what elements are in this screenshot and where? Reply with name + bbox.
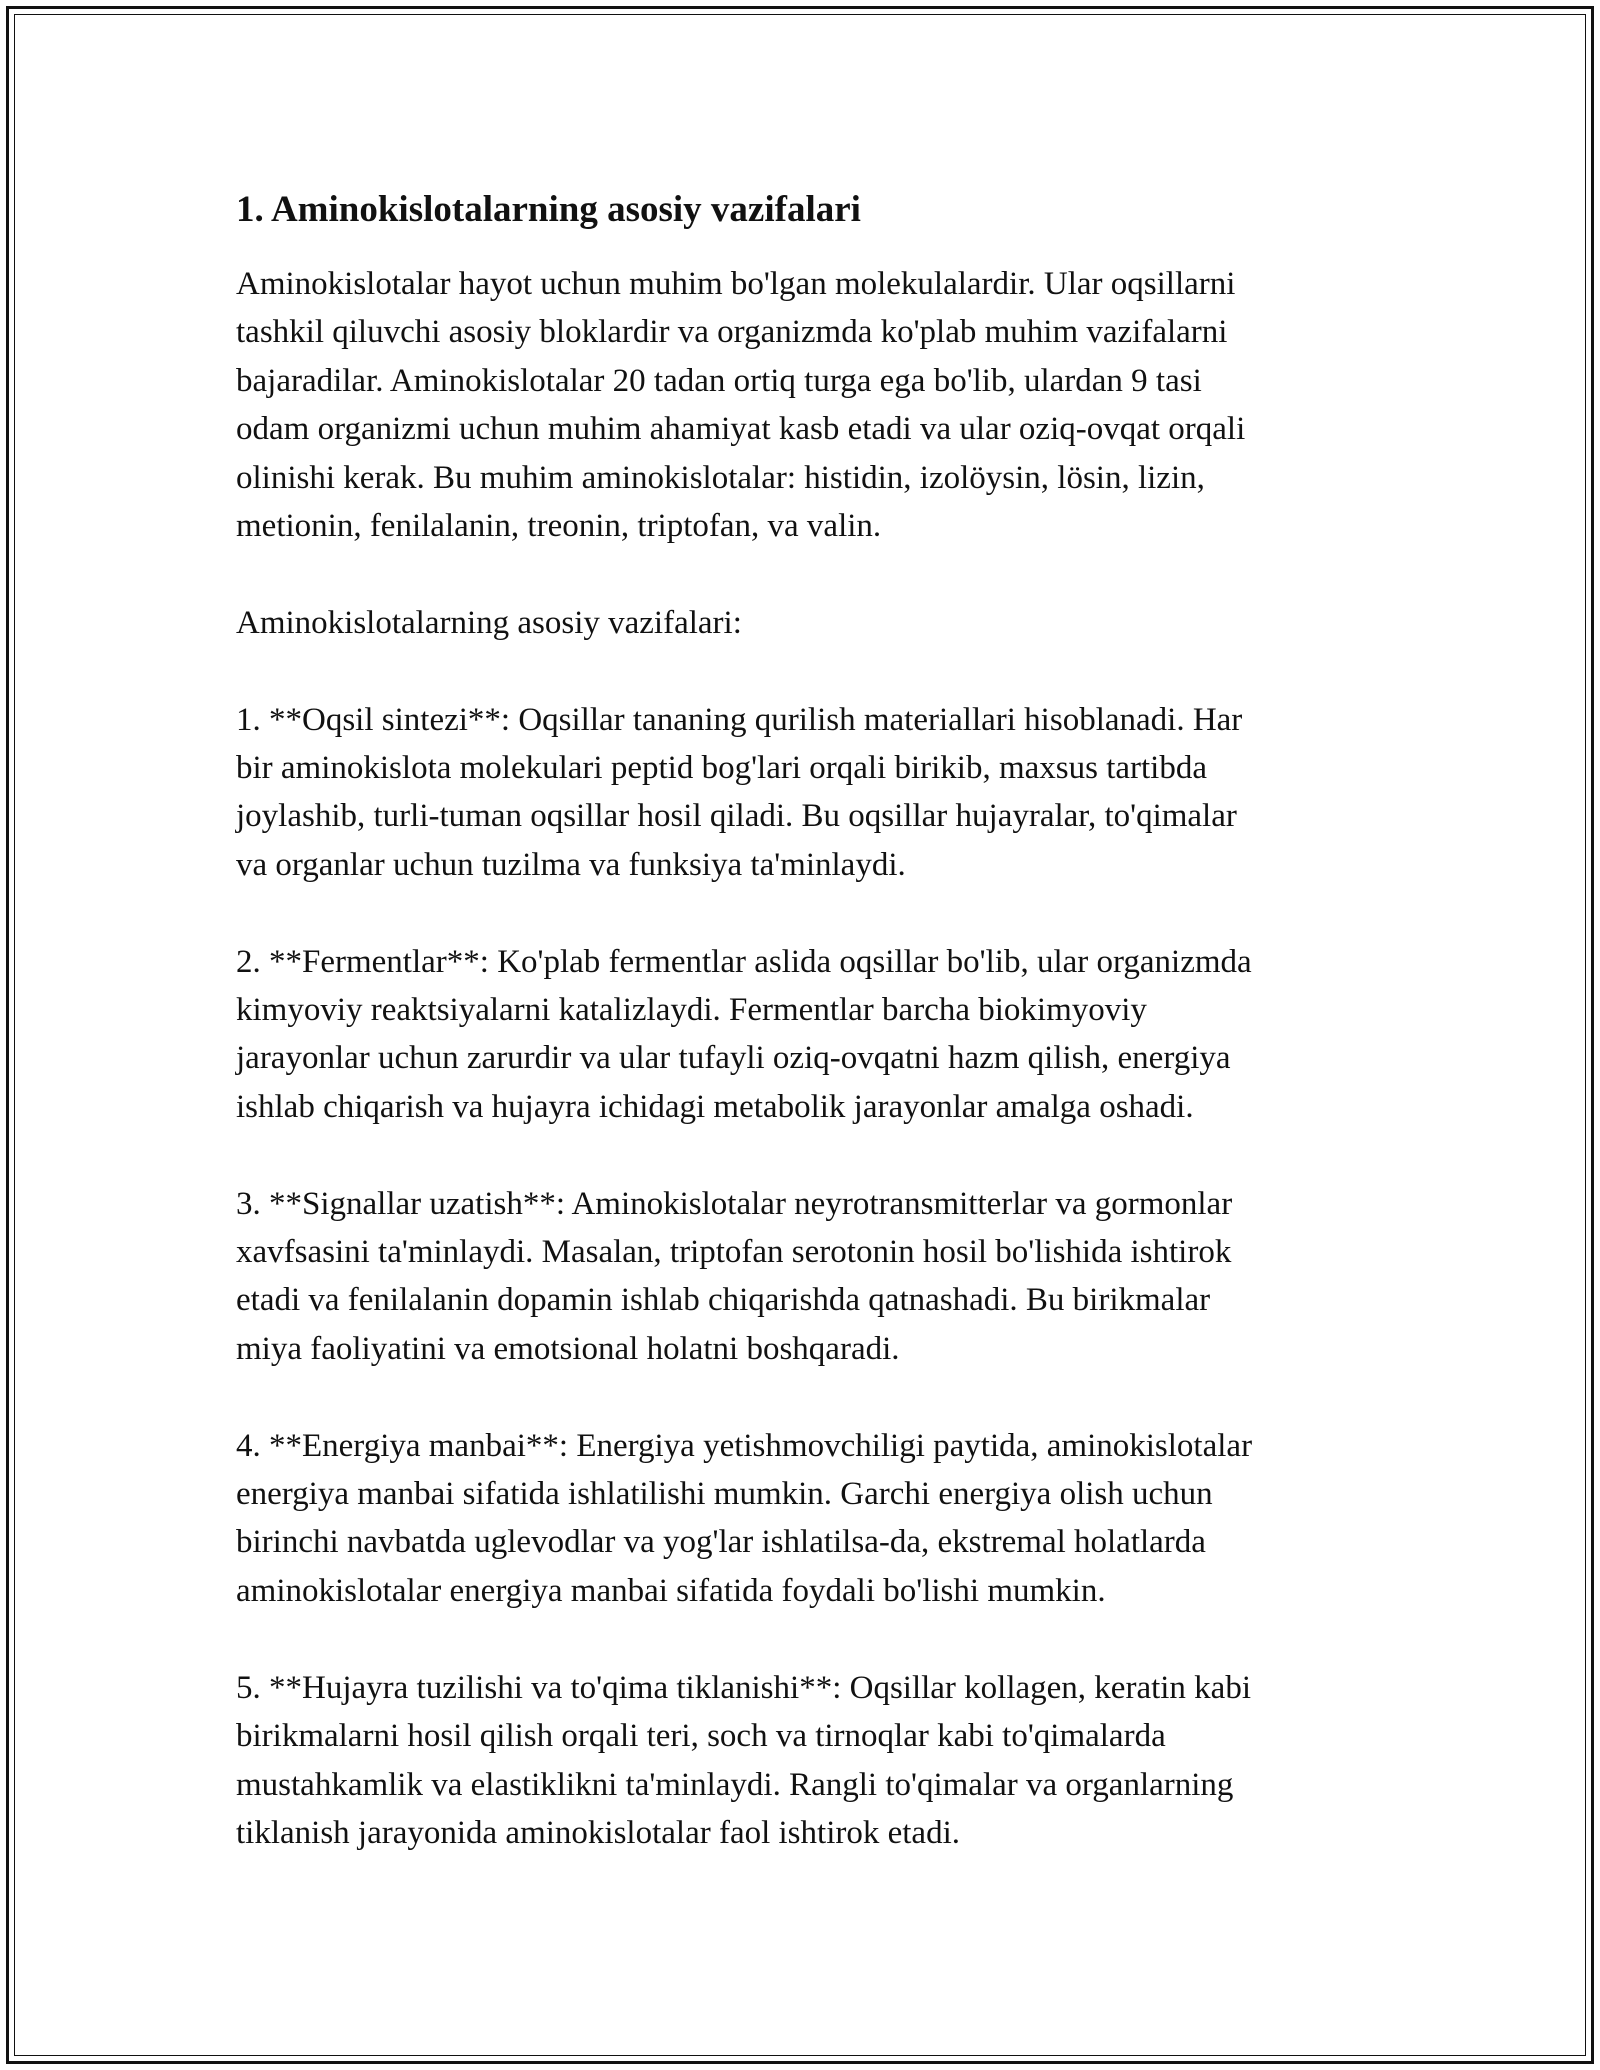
function-item-signaling: 3. **Signallar uzatish**: Aminokislotalar neyrotransmitterlar va gormonlar xavfsasini ta'minlaydi. Masalan, triptofan serotonin hosil bo'lishida ishtirok etadi va fenilalanin dopamin ishlab chiqarishda qatnashadi. Bu birikmalar miya faoliyatini va emotsional holatni boshqaradi. xyxy=(236,1185,1233,1367)
function-item-cell-structure: 5. **Hujayra tuzilishi va to'qima tiklanishi**: Oqsillar kollagen, keratin kabi birikmalarni hosil qilish orqali teri, soch va tirnoqlar kabi to'qimalarda mustahkamlik va elastiklikni ta'minlaydi. Rangli to'qimalar va organlarning tiklanish jarayonida aminokislotalar faol ishtirok etadi. xyxy=(236,1669,1251,1851)
functions-heading-paragraph: Aminokislotalarning asosiy vazifalari: xyxy=(236,604,742,641)
function-item-enzymes: 2. **Fermentlar**: Ko'plab fermentlar aslida oqsillar bo'lib, ular organizmda kimyoviy reaktsiyalarni katalizlaydi. Fermentlar barcha biokimyoviy jarayonlar uchun zarurdir va ular tufayli oziq-ovqatni hazm qilish, energiya ishlab chiqarish va hujayra ichidagi metabolik jarayonlar amalga oshadi. xyxy=(236,943,1252,1125)
document-title: 1. Aminokislotalarning asosiy vazifalari xyxy=(236,189,861,230)
intro-paragraph: Aminokislotalar hayot uchun muhim bo'lgan molekulalardir. Ular oqsillarni tashkil qiluvchi asosiy bloklardir va organizmda ko'plab muhim vazifalarni bajaradilar. Aminokislotalar 20 tadan ortiq turga ega bo'lib, ulardan 9 tasi odam organizmi uchun muhim ahamiyat kasb etadi va ular oziq-ovqat orqali olinishi kerak. Bu muhim aminokislotalar: histidin, izolöysin, lösin, lizin, metionin, fenilalanin, treonin, triptofan, va valin. xyxy=(236,266,1246,545)
function-item-energy-source: 4. **Energiya manbai**: Energiya yetishmovchiligi paytida, aminokislotalar energiya manbai sifatida ishlatilishi mumkin. Garchi energiya olish uchun birinchi navbatda uglevodlar va yog'lar ishlatilsa-da, ekstremal holatlarda aminokislotalar energiya manbai sifatida foydali bo'lishi mumkin. xyxy=(236,1427,1253,1609)
function-item-protein-synthesis: 1. **Oqsil sintezi**: Oqsillar tananing qurilish materiallari hisoblanadi. Har bir aminokislota molekulari peptid bog'lari orqali birikib, maxsus tartibda joylashib, turli-tuman oqsillar hosil qiladi. Bu oqsillar hujayralar, to'qimalar va organlar uchun tuzilma va funksiya ta'minlaydi. xyxy=(236,701,1243,883)
document-body xyxy=(236,186,1376,1857)
